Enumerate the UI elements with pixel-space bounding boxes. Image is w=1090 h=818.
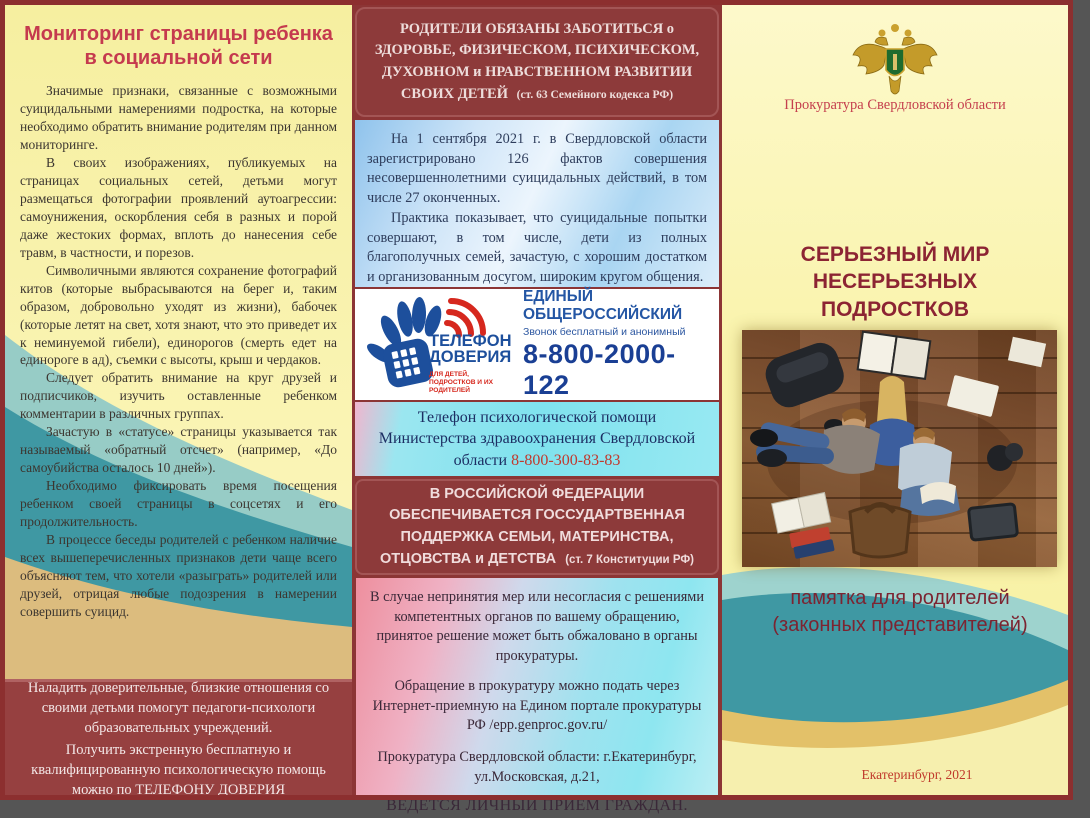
- family-code-text: РОДИТЕЛИ ОБЯЗАНЫ ЗАБОТИТЬСЯ о ЗДОРОВЬЕ, ФИЗИЧЕСКОМ, ПСИХИЧЕСКОМ, ДУХОВНОМ и НРАВСТВЕННОМ РАЗВИТИИ СВОИХ ДЕТЕЙ: [374, 20, 700, 102]
- health-phone-box: [355, 402, 719, 476]
- left-paragraph: В своих изображениях, публикуемых на страницах социальных сетей, детьми могут размещаться фотографии проявлений аутоагрессии: самоунижения, оскорбления себя в разных и порой даже жестоких формах, вплоть до нанесения себе травм, в частности, и порезов.: [20, 155, 337, 260]
- health-phone-number: 8-800-300-83-83: [511, 451, 621, 469]
- appeal-paragraph: Прокуратура Свердловской области: г.Екатеринбург, ул.Московская, д.21,: [377, 749, 697, 785]
- footer-line: Наладить доверительные, близкие отношения со своими детьми помогут педагоги-психологи образовательных учреждений.: [27, 679, 330, 736]
- left-footer-redbox: [5, 679, 352, 798]
- stats-paragraph: Практика показывает, что суицидальные попытки совершают, в том числе, дети из полных благополучных семей, зачастую, с хорошим достатком и организованным досугом, широким кругом общения.: [367, 209, 707, 286]
- trust-phone-name: [429, 333, 512, 367]
- trust-phone-note: Звонок бесплатный и анонимный: [523, 325, 686, 338]
- trust-phone-name-line2: ДОВЕРИЯ: [429, 348, 512, 367]
- right-panel: [722, 5, 1068, 795]
- left-paragraph: Следует обратить внимание на круг друзей и подписчиков, изучить оставленные ребенком комментарии в различных группах.: [20, 370, 337, 422]
- middle-panel: [352, 5, 722, 815]
- signal-arcs-icon: [447, 301, 483, 335]
- trust-phone-number: 8-800-2000-122: [523, 338, 676, 400]
- constitution-text: В РОССИЙСКОЙ ФЕДЕРАЦИИ ОБЕСПЕЧИВАЕТСЯ ГОССУДАРТВЕННАЯ ПОДДЕРЖКА СЕМЬИ, МАТЕРИНСТВА, ОТЦОВСТВА и ДЕТСТВА: [380, 485, 685, 567]
- left-title: Мониторинг страницы ребенка в социальной сети: [24, 23, 333, 69]
- trust-phone-logo: [361, 293, 519, 397]
- family-code-box: [355, 7, 719, 117]
- brochure-subtitle: памятка для родителей (законных представителей): [772, 587, 1028, 636]
- left-paragraph: Зачастую в «статусе» страницы указывается так называемый «обратный отсчет» (например, «До самоубийства осталось 10 дней»).: [20, 424, 337, 476]
- left-paragraph: Необходимо фиксировать время посещения ребенком своей страницы в соцсетях и его продолжительность.: [20, 478, 337, 530]
- trust-phone-caption: ДЛЯ ДЕТЕЙ, ПОДРОСТКОВ И ИХ РОДИТЕЛЕЙ: [429, 370, 493, 394]
- constitution-ref: (ст. 7 Конституции РФ): [565, 553, 694, 566]
- brochure-title: СЕРЬЕЗНЫЙ МИР НЕСЕРЬЕЗНЫХ ПОДРОСТКОВ: [800, 243, 990, 321]
- appeal-paragraph: Обращение в прокуратуру можно подать через Интернет-приемную на Едином портале прокуратуры РФ /epp.genproc.gov.ru/: [372, 677, 702, 734]
- health-phone-text: Телефон психологической помощи Министерства здравоохранения Свердловской области: [378, 408, 696, 469]
- prosecutor-emblem-icon: [849, 21, 941, 99]
- backpack-shape: [761, 338, 849, 413]
- open-notebook-shape: [858, 332, 931, 379]
- appeal-paragraph: В случае непринятия мер или несогласия с решениями компетентных органов по вашему обращению, принятое решение может быть обжаловано в органы прокуратуры.: [370, 589, 705, 665]
- left-panel: [5, 5, 352, 798]
- decorative-swoosh-right: [722, 545, 1068, 795]
- organization-name: Прокуратура Свердловской области: [784, 97, 1006, 113]
- family-code-ref: (ст. 63 Семейного кодекса РФ): [516, 88, 674, 101]
- trust-phone-name-line1: ТЕЛЕФОН: [429, 331, 512, 350]
- place-and-year: Екатеринбург, 2021: [861, 767, 973, 782]
- trust-phone-box: [355, 289, 719, 400]
- constitution-box: [355, 479, 719, 575]
- left-body-text: [20, 82, 337, 621]
- trust-phone-heading: ЕДИНЫЙ ОБЩЕРОССИЙСКИЙ: [523, 288, 683, 323]
- left-column-content: [5, 5, 352, 621]
- trust-phone-info: [519, 288, 713, 401]
- appeal-section: [356, 578, 718, 815]
- left-paragraph: В процессе беседы родителей с ребенком наличие всех вышеперечисленных признаков дети чаще всего объясняют тем, что хотели «разыграть» родителей или друзей, отрицая любые подозрения в намерении совершить суицид.: [20, 532, 337, 619]
- footer-line: Получить экстренную бесплатную и квалифицированную психологическую помощь можно по ТЕЛЕФОНУ ДОВЕРИЯ: [31, 741, 326, 798]
- teens-studying-photo: [742, 330, 1057, 567]
- statistics-box: [355, 120, 719, 287]
- left-paragraph: Значимые признаки, связанные с возможными суицидальными намерениями подростка, на которые необходимо обратить внимание родителям при данном мониторинге.: [20, 83, 337, 153]
- stats-paragraph: На 1 сентября 2021 г. в Свердловской области зарегистрировано 126 фактов совершения несовершеннолетними суицидальных действий, в том числе 27 оконченных.: [367, 131, 707, 207]
- teens-photo-illustration: [742, 330, 1057, 567]
- left-paragraph: Символичными являются сохранение фотографий китов (которые выбрасываются на берег и, таким образом, добровольно уходят из жизни), бабочек (которые летят на свет, хотя знают, что это приведет их к неминуемой гибели), единорогов (смерть едет на единороге в ад), съемки с высоты, крыш и чердаков.: [20, 262, 337, 368]
- appeal-reception-line: ВЕДЕТСЯ ЛИЧНЫЙ ПРИЕМ ГРАЖДАН.: [386, 797, 688, 815]
